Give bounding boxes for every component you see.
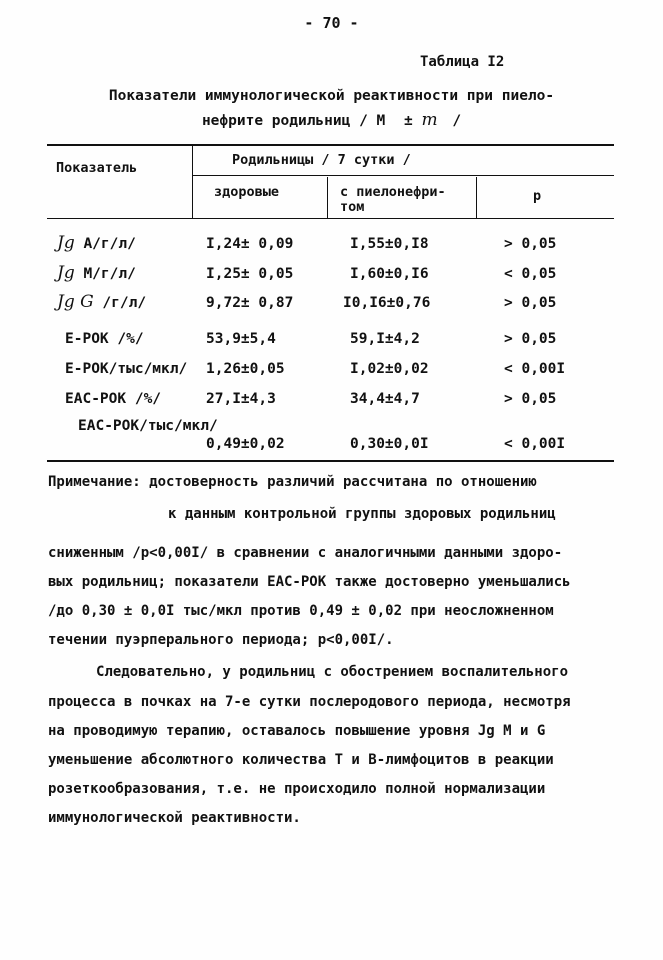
column-header-pyelo-line2: том [340, 199, 365, 215]
table-row-1-healthy: I,24± 0,09 [206, 236, 294, 252]
table-caption-line2 [0, 110, 663, 130]
table-divider-1 [192, 146, 193, 218]
caption-m-symbol: m [421, 110, 438, 130]
indicator-label: М/г/л/ [83, 266, 136, 282]
table-row-6-healthy: 27,I±4,3 [206, 391, 276, 407]
table-row-1-pyelo: I,55±0,I8 [350, 236, 429, 252]
table-row-2-indicator [57, 263, 136, 283]
jg-symbol: Jg [57, 233, 75, 253]
indicator-label: А/г/л/ [83, 236, 136, 252]
table-row-4-pyelo: 59,I±4,2 [350, 331, 420, 347]
table-top-rule [47, 144, 614, 146]
table-row-6-p: > 0,05 [504, 391, 557, 407]
table-row-2-p: < 0,05 [504, 266, 557, 282]
caption-plus-minus: ± [404, 113, 413, 129]
column-header-pyelo-line1: с пиелонефри- [340, 184, 446, 200]
table-row-2-pyelo: I,60±0,I6 [350, 266, 429, 282]
body-paragraph-2-line5: розеткообразования, т.е. не происходило полной нормализации [48, 781, 546, 797]
table-row-4-indicator: Е-РОК /%/ [65, 331, 144, 347]
table-row-4-healthy: 53,9±5,4 [206, 331, 276, 347]
caption-text: нефрите родильниц / М [201, 113, 386, 129]
table-row-3-p: > 0,05 [504, 295, 557, 311]
jg-symbol: Jg G [57, 292, 94, 312]
table-row-7-p: < 0,00I [504, 436, 566, 452]
table-row-3-indicator [57, 292, 146, 312]
indicator-label: /г/л/ [102, 295, 147, 311]
table-row-6-pyelo: 34,4±4,7 [350, 391, 420, 407]
table-row-4-p: > 0,05 [504, 331, 557, 347]
table-row-1-p: > 0,05 [504, 236, 557, 252]
table-divider-3 [476, 177, 477, 218]
table-row-7-healthy: 0,49±0,02 [206, 436, 285, 452]
body-paragraph-1-line2: вых родильниц; показатели ЕАС-РОК также достоверно уменьшались [48, 574, 571, 590]
table-divider-2 [327, 177, 328, 218]
body-paragraph-1-line4: течении пуэрперального периода; р<0,00I/. [48, 632, 394, 648]
table-row-7-pyelo: 0,30±0,0I [350, 436, 429, 452]
table-row-5-healthy: 1,26±0,05 [206, 361, 285, 377]
table-caption-line1: Показатели иммунологической реактивности при пиело- [108, 88, 555, 104]
column-header-indicator: Показатель [56, 160, 138, 176]
table-label: Таблица I2 [420, 54, 505, 70]
table-subheader-rule [192, 175, 614, 176]
body-paragraph-2-line6: иммунологической реактивности. [48, 810, 301, 826]
table-bottom-rule [47, 460, 614, 462]
table-note-line1: Примечание: достоверность различий рассчитана по отношению [48, 474, 537, 490]
jg-symbol: Jg [57, 263, 75, 283]
table-row-7-indicator: ЕАС-РОК/тыс/мкл/ [78, 418, 218, 434]
body-paragraph-2-line3: на проводимую терапию, оставалось повышение уровня Jg М и G [48, 723, 546, 739]
table-note-line2: к данным контрольной группы здоровых родильниц [168, 506, 556, 522]
table-row-2-healthy: I,25± 0,05 [206, 266, 294, 282]
table-row-5-indicator: Е-РОК/тыс/мкл/ [65, 361, 188, 377]
table-header-rule [47, 218, 614, 219]
column-header-p: р [533, 188, 542, 204]
table-row-3-healthy: 9,72± 0,87 [206, 295, 294, 311]
table-row-5-p: < 0,00I [504, 361, 566, 377]
caption-end: / [452, 113, 462, 129]
table-row-5-pyelo: I,02±0,02 [350, 361, 429, 377]
body-paragraph-2-line2: процесса в почках на 7-е сутки послеродового периода, несмотря [48, 694, 571, 710]
column-header-healthy: здоровые [214, 184, 280, 200]
body-paragraph-1-line3: /до 0,30 ± 0,0I тыс/мкл против 0,49 ± 0,02 при неосложненном [48, 603, 554, 619]
body-paragraph-2-line1: Следовательно, у родильниц с обострением воспалительного [96, 664, 569, 680]
table-row-1-indicator [57, 233, 136, 253]
column-header-group: Родильницы / 7 сутки / [232, 152, 411, 168]
table-row-3-pyelo: I0,I6±0,76 [343, 295, 431, 311]
table-row-6-indicator: ЕАС-РОК /%/ [65, 391, 162, 407]
body-paragraph-2-line4: уменьшение абсолютного количества Т и В-лимфоцитов в реакции [48, 752, 554, 768]
body-paragraph-1-line1: сниженным /р<0,00I/ в сравнении с аналогичными данными здоро- [48, 545, 563, 561]
page-number: - 70 - [304, 14, 359, 32]
